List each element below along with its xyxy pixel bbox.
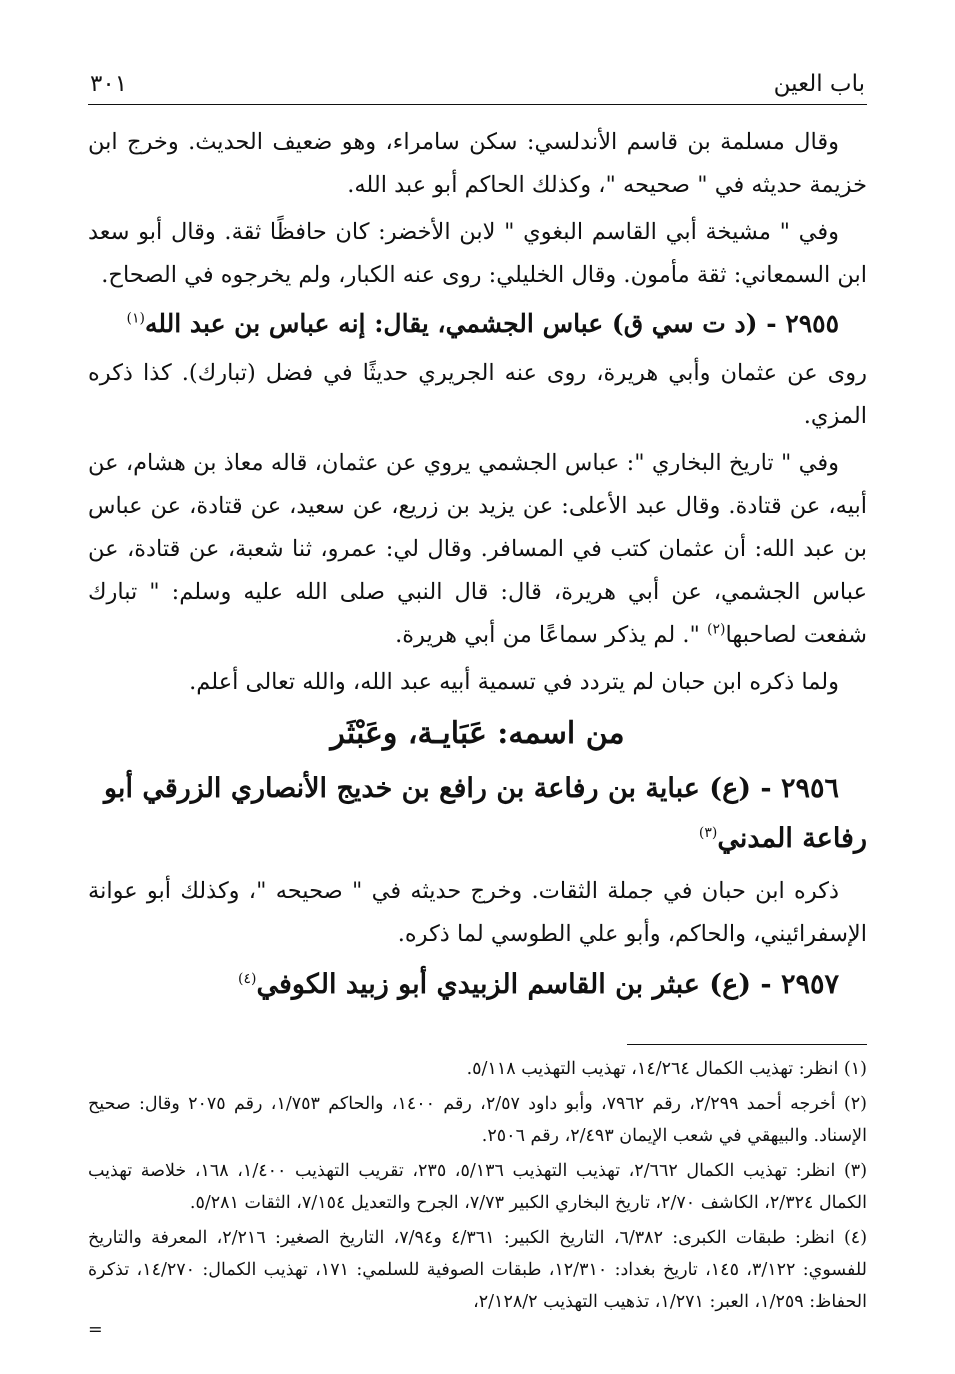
bukhari-text: وفي " تاريخ البخاري ": عباس الجشمي يروي عن عثمان، قاله معاذ بن هشام، عن أبيه، عن قتادة. وقال عبد الأعلى: عن يزيد بن زريع، عن سعيد، عن قتادة، عن عباس بن عبد الله: أن عثمان كتب في المسافر. وقال لي: عمرو، ثنا شعبة، عن قتادة، عن عباس الجشمي، عن أبي هريرة، قال: قال النبي صلى الله عليه وسلم: " تبارك شفعت لصاحبها (88, 450, 867, 648)
paragraph-riwaya: روى عن عثمان وأبي هريرة، روى عنه الجريري حديثًا في فضل (تبارك). كذا ذكره المزي. (88, 360, 867, 429)
entry-title-2957: ٢٩٥٧ - (ع) عبثر بن القاسم الزبيدي أبو زبيد الكوفي (256, 969, 839, 1000)
footnote-2: (٢) أخرجه أحمد ٢/٢٩٩، رقم ٧٩٦٢، وأبو داود ٢/٥٧، رقم ١٤٠٠، والحاكم ١/٧٥٣، رقم ٢٠٧٥ وقال: صحيح الإسناد. والبيهقي في شعب الإيمان ٢/٤٩٣، رقم ٢٥٠٦. (88, 1094, 867, 1146)
running-header (88, 58, 867, 105)
continuation-mark: = (88, 1320, 103, 1340)
footnote-ref-1: (١) (126, 310, 145, 327)
chapter-title: باب العين (773, 71, 865, 97)
main-text (88, 121, 867, 1010)
footnote-separator (627, 1044, 867, 1045)
paragraph-muslima: وقال مسلمة بن قاسم الأندلسي: سكن سامراء، وهو ضعيف الحديث. وخرج ابن خزيمة حديثه في " صحيحه "، وكذلك الحاكم أبو عبد الله. (88, 129, 867, 198)
entry-heading-2956 (88, 764, 867, 864)
footnote-1: (١) انظر: تهذيب الكمال ١٤/٢٦٤، تهذيب التهذيب ٥/١١٨. (466, 1059, 867, 1079)
footnote-4: (٤) انظر: طبقات الكبرى: ٦/٣٨٢، التاريخ الكبير: ٤/٣٦١ و٧/٩٤، التاريخ الصغير: ٢/٢١٦، المعرفة والتاريخ للفسوي: ٣/١٢٢، ١٤٥، تاريخ بغداد: ١٢/٣١٠، طبقات الصوفية للسلمي: ١٧١، تهذيب الكمال: ١٤/٢٧٠، تذكرة الحفاظ: ١/٢٥٩، العبر: ١/٢٧١، تذهيب التهذيب ٢/١٢٨/٢، (88, 1228, 868, 1312)
entry-heading-2957 (88, 960, 867, 1010)
section-title: من اسمه: عَبَايـة، وعَبْثَر (330, 716, 625, 751)
footnotes (88, 1053, 867, 1339)
footnote-ref-4: (٤) (238, 971, 257, 987)
footnote-3: (٣) انظر: تهذيب الكمال ٢/٦٦٢، تهذيب التهذيب ٥/١٣٦، ٢٣٥، تقريب التهذيب ١/٤٠٠، ١٦٨، خلاصة تهذيب الكمال ٢/٣٢٤، الكاشف ٢/٧٠، تاريخ البخاري الكبير ٧/٧٣، الجرح والتعديل ٧/١٥٤، الثقات ٥/٢٨١. (88, 1161, 868, 1213)
entry-heading-2955 (88, 301, 867, 346)
paragraph-tarikh-bukhari (88, 442, 867, 657)
page-number: ٣٠١ (90, 71, 128, 97)
book-page (88, 58, 868, 1340)
entry-title-2955: ٢٩٥٥ - (د ت سي ق) عباس الجشمي، يقال: إنه عباس بن عبد الله (144, 309, 839, 338)
footnote-ref-3: (٣) (698, 825, 718, 841)
entry-title-2956: ٢٩٥٦ - (ع) عباية بن رفاعة بن رافع بن خديج الأنصاري الزرقي أبو رفاعة المدني (103, 773, 867, 854)
paragraph-ibn-hibban: ولما ذكره ابن حبان لم يتردد في تسمية أبيه عبد الله، والله تعالى أعلم. (189, 669, 839, 695)
footnote-ref-2: (٢) (707, 621, 726, 638)
bukhari-tail: ". لم يذكر سماعًا من أبي هريرة. (395, 622, 708, 648)
paragraph-thiqat: ذكره ابن حبان في جملة الثقات. وخرج حديثه في " صحيحه "، وكذلك أبو عوانة الإسفرائيني، والحاكم، وأبو علي الطوسي لما ذكره. (88, 878, 867, 947)
paragraph-mashyakha: وفي " مشيخة أبي القاسم البغوي " لابن الأخضر: كان حافظًا ثقة. وقال أبو سعد ابن السمعاني: ثقة مأمون. وقال الخليلي: روى عنه الكبار، ولم يخرجوه في الصحاح. (88, 219, 867, 288)
